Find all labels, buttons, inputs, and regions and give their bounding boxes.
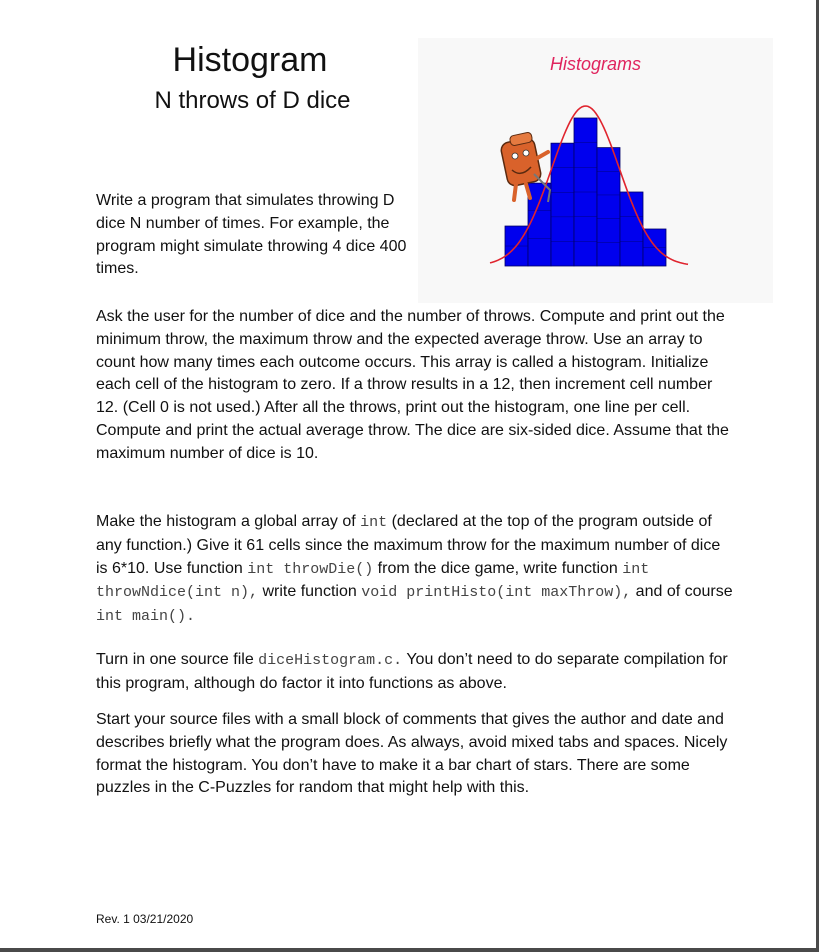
code-filename: diceHistogram.c. [258, 652, 403, 669]
page-edge-bottom [0, 948, 819, 952]
code-thrownndice: int throwNdice(int n), [96, 560, 650, 602]
histogram-bar [528, 183, 551, 266]
page-subtitle: N throws of D dice [154, 87, 351, 114]
text-run: Make the histogram a global array of [96, 513, 361, 530]
text-run: You don’t need to do separate compilation for this program, although do factor it into functions as above. [96, 651, 728, 692]
requirements-paragraph: Ask the user for the number of dice and the number of throws. Compute and print out the minimum throw, the maximum throw and the expected average throw. Use an array to count how many times each outcome occurs. This array is called a histogram. Initialize each cell of the histogram to zero. If a throw results in a 12, then increment cell number 12. (Cell 0 is not used.) After all the throws, print out the histogram, one line per cell. Compute and print the actual average throw. The dice are six-sided dice. Assume that the maximum number of dice is 10. [96, 308, 729, 462]
histogram-illustration [418, 38, 773, 303]
code-throwdie: int throwDie() [247, 560, 374, 578]
text-run: (declared at the top of the program outside of any function.) Give it 61 cells since the maximum throw for the maximum number of dice is 6*10. Use function [96, 513, 721, 577]
revision-footer: Rev. 1 03/21/2020 [96, 912, 194, 926]
text-run: from the dice game, write function [373, 559, 623, 577]
text-run: Turn in one source file [96, 651, 259, 668]
code-printhisto: void printHisto(int maxThrow), [361, 584, 632, 602]
code-main: int main(). [96, 608, 196, 626]
formatting-paragraph: Start your source files with a small block of comments that gives the author and date and describes briefly what the program does. As always, avoid mixed tabs and spaces. Nicely format the histogram. You don’t have to make it a bar chart of stars. There are some puzzles in the C-Puzzles for random that might help with this. [96, 711, 728, 797]
page-title: Histogram [172, 41, 328, 79]
figure-title: Histograms [549, 54, 642, 74]
submission-paragraph [96, 649, 736, 696]
functions-paragraph [96, 511, 736, 629]
histogram-bar [597, 148, 620, 266]
histogram-graphic [418, 38, 773, 303]
intro-paragraph: Write a program that simulates throwing D dice N number of times. For example, the program might simulate throwing 4 dice 400 times. [96, 192, 407, 278]
text-run: write function [258, 583, 362, 601]
code-int: int [360, 514, 388, 531]
text-run: and of course [631, 583, 733, 601]
